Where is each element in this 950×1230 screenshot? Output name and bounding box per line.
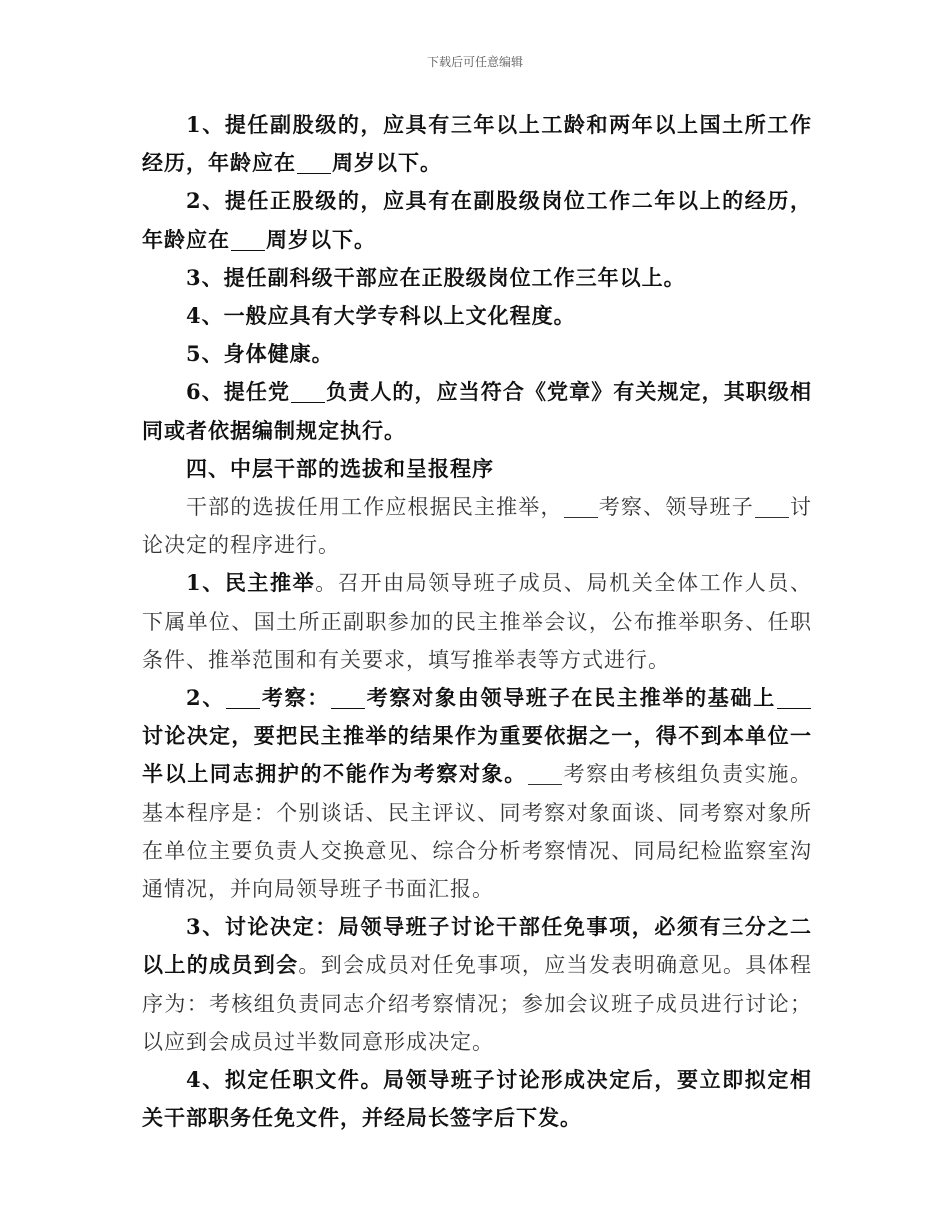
paragraph-6-text-b: 负责人的，应当符合《党章》有关规定，其职级相同或者依据编制规定执行。: [142, 379, 812, 443]
intro-paragraph: [142, 488, 812, 564]
paragraph-3: 3、提任副科级干部应在正股级岗位工作三年以上。: [186, 264, 686, 290]
section-heading: 四、中层干部的选拔和呈报程序: [186, 455, 494, 481]
paragraph-4: 4、一般应具有大学专科以上文化程度。: [186, 303, 576, 329]
fill-blank: [297, 152, 331, 174]
paragraph-1-text-b: 周岁以下。: [332, 150, 442, 176]
step-3-title: 3、讨论决定：局领导班子讨论干部任免事项，必须有三分之二以上的成员到会: [142, 914, 812, 978]
step-2-paragraph: [142, 679, 812, 908]
step-2-text-d: 讨论决定，要把民主推举的结果作为重要依据之一，得不到本单位一半以上同志拥护的不能作为考察对象。: [142, 723, 812, 787]
step-4-paragraph: 4、拟定任职文件。局领导班子讨论形成决定后，要立即拟定相关干部职务任免文件，并经局长签字后下发。: [142, 1067, 812, 1131]
fill-blank: [231, 229, 265, 251]
step-2-text-a: 2、: [186, 685, 226, 711]
step-1-body: 。召开由局领导班子成员、局机关全体工作人员、下属单位、国土所正副职参加的民主推举会议，公布推举职务、任职条件、推举范围和有关要求，填写推举表等方式进行。: [142, 571, 812, 672]
intro-text-a: 干部的选拔任用工作应根据民主推举，: [186, 495, 563, 520]
intro-text-c: 讨论决定的程序进行。: [142, 495, 813, 558]
paragraph-2-text-a: 2、提任正股级的，应具有在副股级岗位工作二年以上的经历，年龄应在: [142, 188, 812, 252]
paragraph-1: [142, 106, 812, 182]
step-3-paragraph: [142, 908, 812, 1061]
paragraph-6: [142, 373, 812, 449]
fill-blank: [331, 687, 365, 709]
paragraph-6-text-a: 6、提任党: [186, 379, 291, 405]
step-1-title: 1、民主推举: [186, 570, 316, 596]
paragraph-1-text-a: 1、提任副股级的，应具有三年以上工龄和两年以上国土所工作经历，年龄应在: [142, 112, 812, 176]
step-1-paragraph: [142, 564, 812, 679]
paragraph-2-text-b: 周岁以下。: [266, 226, 376, 252]
fill-blank: [291, 381, 325, 403]
fill-blank: [777, 687, 811, 709]
step-3-body: 。到会成员对任免事项，应当发表明确意见。具体程序为：考核组负责同志介绍考察情况；参加会议班子成员进行讨论；以应到会成员过半数同意形成决定。: [142, 953, 813, 1054]
fill-blank: [564, 496, 598, 518]
paragraph-5: 5、身体健康。: [186, 341, 334, 367]
step-2-text-b: 考察：: [261, 685, 331, 711]
intro-text-b: 考察、领导班子: [598, 495, 754, 520]
fill-blank: [528, 763, 562, 785]
fill-blank: [226, 687, 260, 709]
step-2-text-c: 考察对象由领导班子在民主推举的基础上: [366, 685, 777, 711]
page-header: 下载后可任意编辑: [426, 55, 523, 69]
document-body: [142, 106, 812, 1137]
paragraph-2: [142, 182, 812, 258]
fill-blank: [755, 496, 789, 518]
step-2-text-e: 考察由考核组负责实施。基本程序是：个别谈话、民主评议、同考察对象面谈、同考察对象所在单位主要负责人交换意见、综合分析考察情况、同局纪检监察室沟通情况，并向局领导班子书面汇报。: [142, 762, 813, 902]
